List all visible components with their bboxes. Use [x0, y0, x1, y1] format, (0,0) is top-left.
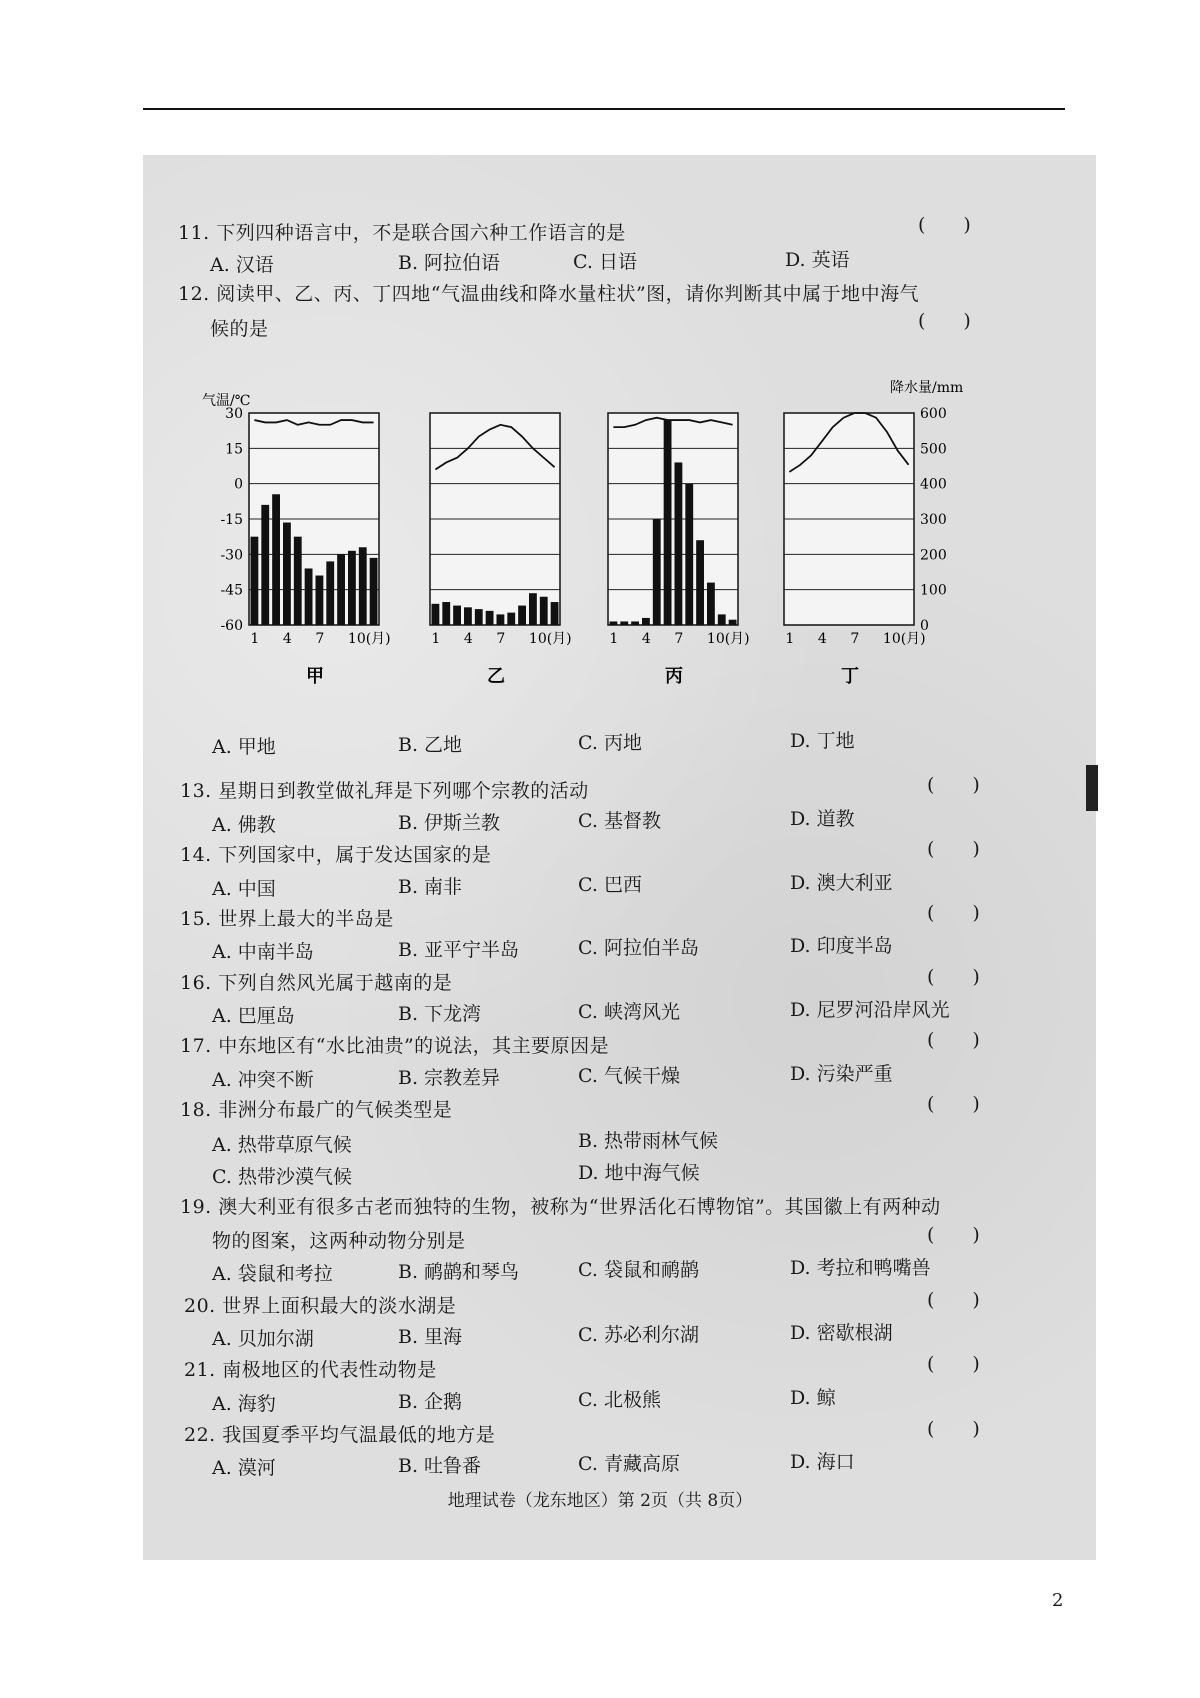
option-13-d[interactable]: D. 道教 — [790, 808, 855, 830]
precipitation-bar — [294, 537, 302, 625]
option-17-d[interactable]: D. 污染严重 — [790, 1063, 893, 1085]
page-number: 2 — [1052, 1590, 1064, 1611]
precipitation-bar — [359, 547, 367, 625]
precipitation-bar — [305, 568, 313, 625]
question-16: 16. 下列自然风光属于越南的是 — [180, 972, 453, 994]
answer-blank-16[interactable]: ( ) — [927, 966, 980, 988]
temp-tick-label: -60 — [220, 618, 243, 634]
option-17-b[interactable]: B. 宗教差异 — [398, 1067, 501, 1089]
temp-tick-label: 30 — [225, 406, 243, 422]
month-tick-label: 10(月) — [882, 631, 926, 647]
precip-tick-label: 400 — [920, 476, 947, 493]
answer-blank-21[interactable]: ( ) — [927, 1353, 980, 1375]
option-19-d[interactable]: D. 考拉和鸭嘴兽 — [790, 1257, 931, 1279]
precipitation-bar — [620, 621, 628, 625]
option-17-a[interactable]: A. 冲突不断 — [212, 1069, 314, 1091]
precipitation-bar — [497, 614, 505, 625]
temp-tick-label: 15 — [225, 441, 243, 458]
precipitation-bar — [337, 554, 345, 625]
precipitation-bar — [707, 583, 715, 625]
option-21-a[interactable]: A. 海豹 — [212, 1393, 276, 1415]
month-tick-label: 4 — [282, 631, 292, 647]
option-11-a[interactable]: A. 汉语 — [210, 254, 274, 276]
month-tick-label: 4 — [463, 631, 473, 647]
page-footer: 地理试卷（龙东地区）第 2页（共 8页） — [447, 1491, 753, 1511]
option-17-c[interactable]: C. 气候干燥 — [578, 1065, 680, 1087]
option-13-a[interactable]: A. 佛教 — [212, 814, 276, 836]
question-13: 13. 星期日到教堂做礼拜是下列哪个宗教的活动 — [180, 780, 589, 802]
answer-blank-17[interactable]: ( ) — [927, 1029, 980, 1051]
page-edge-marker — [1086, 765, 1098, 811]
option-20-b[interactable]: B. 里海 — [398, 1326, 463, 1348]
precipitation-bar — [642, 618, 650, 625]
month-tick-label: 1 — [785, 631, 795, 647]
precipitation-bar — [685, 484, 693, 625]
question-14: 14. 下列国家中，属于发达国家的是 — [180, 844, 492, 866]
question-18: 18. 非洲分布最广的气候类型是 — [180, 1099, 453, 1121]
answer-blank-22[interactable]: ( ) — [927, 1418, 980, 1440]
option-18-d[interactable]: D. 地中海气候 — [578, 1162, 700, 1184]
precip-tick-label: 300 — [920, 512, 947, 528]
precipitation-bar — [551, 602, 559, 625]
precipitation-bar — [518, 606, 526, 625]
option-16-a[interactable]: A. 巴厘岛 — [212, 1005, 295, 1027]
month-tick-label: 7 — [315, 631, 325, 647]
question-12-cont: 候的是 — [210, 318, 269, 340]
precip-tick-label: 600 — [920, 406, 947, 422]
option-20-d[interactable]: D. 密歇根湖 — [790, 1322, 893, 1344]
option-18-a[interactable]: A. 热带草原气候 — [212, 1134, 352, 1156]
question-20: 20. 世界上面积最大的淡水湖是 — [184, 1295, 457, 1317]
option-19-c[interactable]: C. 袋鼠和鸸鹋 — [578, 1259, 699, 1281]
option-14-b[interactable]: B. 南非 — [398, 876, 463, 898]
option-22-d[interactable]: D. 海口 — [790, 1451, 855, 1473]
option-14-c[interactable]: C. 巴西 — [578, 874, 642, 896]
precipitation-bar — [326, 561, 334, 625]
precip-tick-label: 0 — [920, 618, 929, 634]
temp-tick-label: -15 — [220, 512, 243, 528]
precipitation-bar — [653, 519, 661, 625]
precipitation-bar — [507, 613, 515, 625]
option-15-c[interactable]: C. 阿拉伯半岛 — [578, 937, 699, 959]
option-13-c[interactable]: C. 基督教 — [578, 810, 661, 832]
precipitation-bar — [272, 494, 280, 625]
answer-blank-20[interactable]: ( ) — [927, 1289, 980, 1311]
option-22-a[interactable]: A. 漠河 — [212, 1457, 276, 1479]
option-22-b[interactable]: B. 吐鲁番 — [398, 1455, 482, 1477]
precipitation-bar — [664, 420, 672, 625]
precip-tick-label: 100 — [920, 582, 947, 599]
option-12-b[interactable]: B. 乙地 — [398, 734, 463, 756]
question-19: 19. 澳大利亚有很多古老而独特的生物，被称为“世界活化石博物馆”。其国徽上有两种动 — [180, 1196, 941, 1218]
answer-blank-18[interactable]: ( ) — [927, 1093, 980, 1115]
option-19-a[interactable]: A. 袋鼠和考拉 — [212, 1263, 333, 1285]
precipitation-bar — [610, 621, 618, 625]
precipitation-bar — [464, 607, 472, 625]
option-11-d[interactable]: D. 英语 — [785, 249, 850, 271]
answer-blank-15[interactable]: ( ) — [927, 902, 980, 924]
precipitation-bar — [540, 597, 548, 625]
option-16-d[interactable]: D. 尼罗河沿岸风光 — [790, 999, 950, 1021]
temp-axis-title: 气温/℃ — [202, 393, 251, 409]
precipitation-bar — [475, 609, 483, 625]
answer-blank-14[interactable]: ( ) — [927, 838, 980, 860]
precipitation-bar — [529, 593, 537, 625]
option-18-c[interactable]: C. 热带沙漠气候 — [212, 1166, 352, 1188]
option-21-c[interactable]: C. 北极熊 — [578, 1389, 661, 1411]
answer-blank-19[interactable]: ( ) — [927, 1224, 980, 1246]
precipitation-bar — [729, 620, 737, 625]
question-11: 11. 下列四种语言中，不是联合国六种工作语言的是 — [178, 222, 626, 244]
option-13-b[interactable]: B. 伊斯兰教 — [398, 812, 501, 834]
precipitation-bar — [251, 537, 259, 625]
month-tick-label: 7 — [674, 631, 684, 647]
option-11-c[interactable]: C. 日语 — [573, 251, 637, 273]
precip-axis-title: 降水量/mm — [890, 380, 964, 396]
precipitation-bar — [486, 611, 494, 625]
precipitation-bar — [675, 462, 683, 625]
option-12-c[interactable]: C. 丙地 — [578, 732, 642, 754]
precipitation-bar — [283, 523, 291, 625]
option-21-d[interactable]: D. 鲸 — [790, 1387, 836, 1409]
precipitation-bar — [432, 604, 440, 625]
panel-label: 乙 — [487, 666, 505, 687]
option-16-c[interactable]: C. 峡湾风光 — [578, 1001, 680, 1023]
question-19-cont: 物的图案，这两种动物分别是 — [212, 1230, 466, 1252]
panel-label: 甲 — [306, 666, 324, 687]
month-tick-label: 1 — [609, 631, 619, 647]
option-12-d[interactable]: D. 丁地 — [790, 730, 855, 752]
month-tick-label: 4 — [641, 631, 651, 647]
option-19-b[interactable]: B. 鸸鹋和琴鸟 — [398, 1261, 520, 1283]
precipitation-bar — [718, 614, 726, 625]
month-tick-label: 10(月) — [706, 631, 750, 647]
precipitation-bar — [316, 576, 324, 625]
option-12-a[interactable]: A. 甲地 — [212, 736, 276, 758]
temp-tick-label: -45 — [220, 582, 243, 599]
question-12: 12. 阅读甲、乙、丙、丁四地“气温曲线和降水量柱状”图，请你判断其中属于地中海气 — [178, 283, 920, 305]
panel-label: 丁 — [841, 666, 859, 687]
option-11-b[interactable]: B. 阿拉伯语 — [398, 252, 501, 274]
option-22-c[interactable]: C. 青藏高原 — [578, 1453, 680, 1475]
precipitation-bar — [370, 558, 378, 625]
month-tick-label: 1 — [250, 631, 260, 647]
precipitation-bar — [261, 505, 269, 625]
month-tick-label: 1 — [431, 631, 441, 647]
answer-blank-12[interactable]: ( ) — [918, 310, 971, 332]
precipitation-bar — [453, 606, 461, 625]
option-16-b[interactable]: B. 下龙湾 — [398, 1003, 482, 1025]
option-20-a[interactable]: A. 贝加尔湖 — [212, 1328, 314, 1350]
question-15: 15. 世界上最大的半岛是 — [180, 908, 394, 930]
option-15-a[interactable]: A. 中南半岛 — [212, 941, 314, 963]
precipitation-bar — [442, 602, 450, 625]
precip-tick-label: 200 — [920, 547, 947, 564]
month-tick-label: 10(月) — [347, 631, 391, 647]
month-tick-label: 7 — [496, 631, 506, 647]
answer-blank-11[interactable]: ( ) — [918, 214, 971, 236]
climate-chart — [0, 0, 1200, 700]
precipitation-bar — [348, 551, 356, 625]
question-22: 22. 我国夏季平均气温最低的地方是 — [184, 1424, 496, 1446]
precipitation-bar — [631, 621, 639, 625]
month-tick-label: 7 — [850, 631, 860, 647]
question-21: 21. 南极地区的代表性动物是 — [184, 1359, 437, 1381]
option-15-d[interactable]: D. 印度半岛 — [790, 935, 893, 957]
precip-tick-label: 500 — [920, 441, 947, 458]
question-17: 17. 中东地区有“水比油贵”的说法，其主要原因是 — [180, 1035, 610, 1057]
answer-blank-13[interactable]: ( ) — [927, 774, 980, 796]
option-14-a[interactable]: A. 中国 — [212, 878, 276, 900]
month-tick-label: 4 — [817, 631, 827, 647]
temp-tick-label: -30 — [220, 547, 243, 564]
month-tick-label: 10(月) — [528, 631, 572, 647]
option-18-b[interactable]: B. 热带雨林气候 — [578, 1130, 719, 1152]
option-14-d[interactable]: D. 澳大利亚 — [790, 872, 893, 894]
precipitation-bar — [696, 540, 704, 625]
panel-label: 丙 — [665, 666, 683, 687]
option-20-c[interactable]: C. 苏必利尔湖 — [578, 1324, 699, 1346]
temp-tick-label: 0 — [234, 476, 243, 493]
option-21-b[interactable]: B. 企鹅 — [398, 1391, 463, 1413]
option-15-b[interactable]: B. 亚平宁半岛 — [398, 939, 520, 961]
